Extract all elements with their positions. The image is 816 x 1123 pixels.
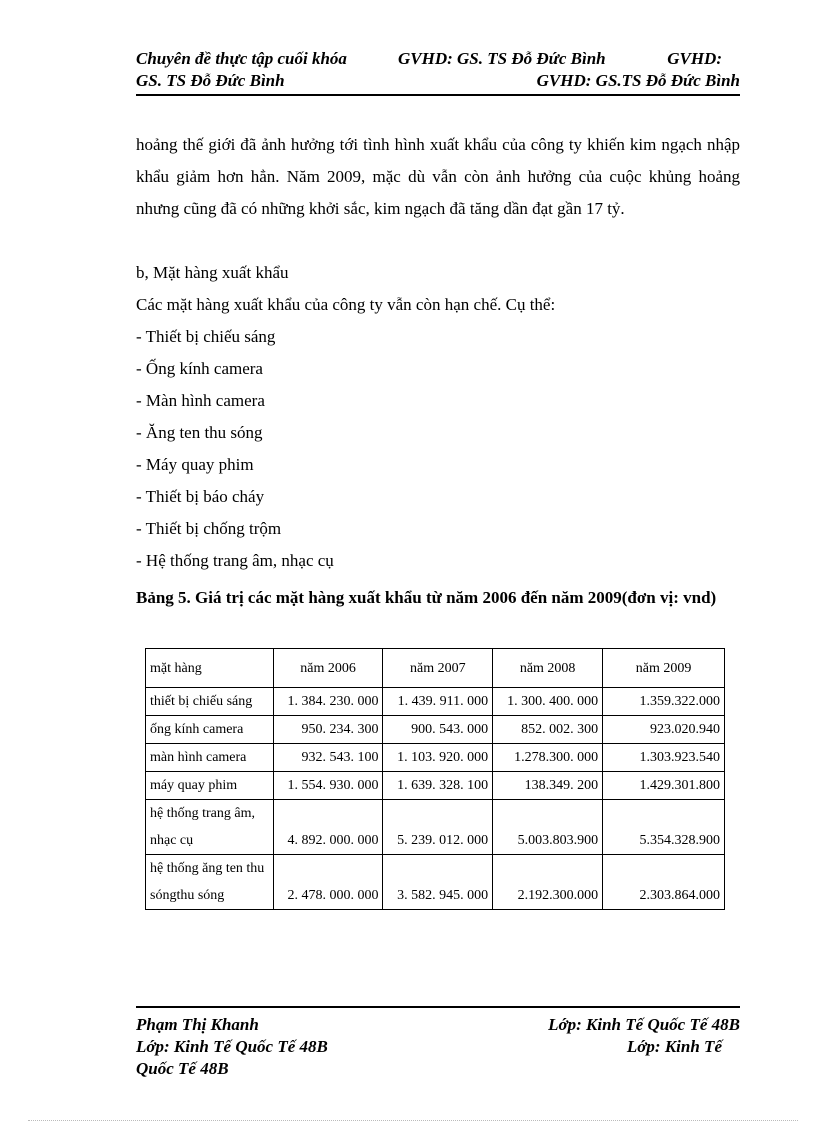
table-row (146, 716, 725, 744)
footer-class: Lớp: Kinh Tế (626, 1037, 722, 1056)
list-item: - Hệ thống trang âm, nhạc cụ (136, 551, 334, 570)
header-advisor-name: GS. TS Đỗ Đức Bình (136, 71, 285, 90)
header-advisor-full: GVHD: GS.TS Đỗ Đức Bình (536, 71, 740, 90)
list-item: - Thiết bị chống trộm (136, 519, 282, 538)
column-header: năm 2008 (493, 649, 603, 688)
table-cell: 1. 639. 328. 100 (383, 772, 493, 800)
table-cell: 1.278.300. 000 (493, 744, 603, 772)
table-cell: 852. 002. 300 (493, 716, 603, 744)
header-advisor: GVHD: GS. TS Đỗ Đức Bình (398, 49, 606, 68)
table-cell: 1.303.923.540 (603, 744, 725, 772)
table-cell: 5. 239. 012. 000 (383, 800, 493, 855)
table-cell: 2.192.300.000 (493, 855, 603, 910)
column-header: năm 2009 (603, 649, 725, 688)
table-row (146, 688, 725, 716)
list-item: - Thiết bị báo cháy (136, 487, 265, 506)
intro-text: Các mặt hàng xuất khẩu của công ty vẫn còn hạn chế. Cụ thể: (136, 295, 556, 314)
table-cell: 1. 300. 400. 000 (493, 688, 603, 716)
page-header (136, 48, 740, 96)
row-label: máy quay phim (146, 772, 274, 800)
row-label: hệ thống ăng ten thu sóngthu sóng (146, 855, 274, 910)
list-item: - Máy quay phim (136, 455, 254, 474)
table-cell: 2.303.864.000 (603, 855, 725, 910)
table-cell: 1. 103. 920. 000 (383, 744, 493, 772)
export-value-table (145, 648, 725, 910)
list-item: - Ăng ten thu sóng (136, 423, 263, 442)
table-cell: 900. 543. 000 (383, 716, 493, 744)
page-edge-divider (28, 1120, 798, 1121)
table-cell: 1. 384. 230. 000 (273, 688, 383, 716)
table-row (146, 800, 725, 855)
list-item: - Ống kính camera (136, 359, 263, 378)
row-label: ống kính camera (146, 716, 274, 744)
list-item: - Thiết bị chiếu sáng (136, 327, 276, 346)
header-advisor-label: GVHD: (667, 49, 722, 68)
table-cell: 932. 543. 100 (273, 744, 383, 772)
table-cell: 5.003.803.900 (493, 800, 603, 855)
table-cell: 138.349. 200 (493, 772, 603, 800)
footer-class: Lớp: Kinh Tế Quốc Tế 48B (136, 1037, 328, 1056)
header-title: Chuyên đề thực tập cuối khóa (136, 49, 347, 68)
table-cell: 4. 892. 000. 000 (273, 800, 383, 855)
table-cell: 1.429.301.800 (603, 772, 725, 800)
footer-author: Phạm Thị Khanh (136, 1015, 259, 1034)
table-cell: 1.359.322.000 (603, 688, 725, 716)
table-cell: 2. 478. 000. 000 (273, 855, 383, 910)
footer-class: Lớp: Kinh Tế Quốc Tế 48B (548, 1015, 740, 1034)
table-cell: 950. 234. 300 (273, 716, 383, 744)
section-heading: b, Mặt hàng xuất khẩu (136, 263, 289, 282)
column-header: mặt hàng (146, 649, 274, 688)
list-item: - Màn hình camera (136, 391, 265, 410)
table-row (146, 772, 725, 800)
table-row (146, 855, 725, 910)
page-footer (136, 1006, 740, 1080)
row-label: thiết bị chiếu sáng (146, 688, 274, 716)
table-cell: 923.020.940 (603, 716, 725, 744)
table-caption: Bảng 5. Giá trị các mặt hàng xuất khẩu từ năm 2006 đến năm 2009(đơn vị: vnd) (136, 588, 717, 607)
table-row (146, 744, 725, 772)
column-header: năm 2006 (273, 649, 383, 688)
table-cell: 1. 439. 911. 000 (383, 688, 493, 716)
body-paragraph: hoảng thế giới đã ảnh hưởng tới tình hình xuất khẩu của công ty khiến kim ngạch nhập khẩu giảm hơn hẳn. Năm 2009, mặc dù vẫn còn ảnh hưởng của cuộc khủng hoảng nhưng cũng đã có những khởi sắc, kim ngạch đã tăng dần đạt gần 17 tỷ. (136, 135, 740, 218)
row-label: màn hình camera (146, 744, 274, 772)
footer-class: Quốc Tế 48B (136, 1059, 229, 1078)
table-cell: 1. 554. 930. 000 (273, 772, 383, 800)
table-cell: 3. 582. 945. 000 (383, 855, 493, 910)
row-label: hệ thống trang âm, nhạc cụ (146, 800, 274, 855)
table-cell: 5.354.328.900 (603, 800, 725, 855)
table-header-row (146, 649, 725, 688)
column-header: năm 2007 (383, 649, 493, 688)
